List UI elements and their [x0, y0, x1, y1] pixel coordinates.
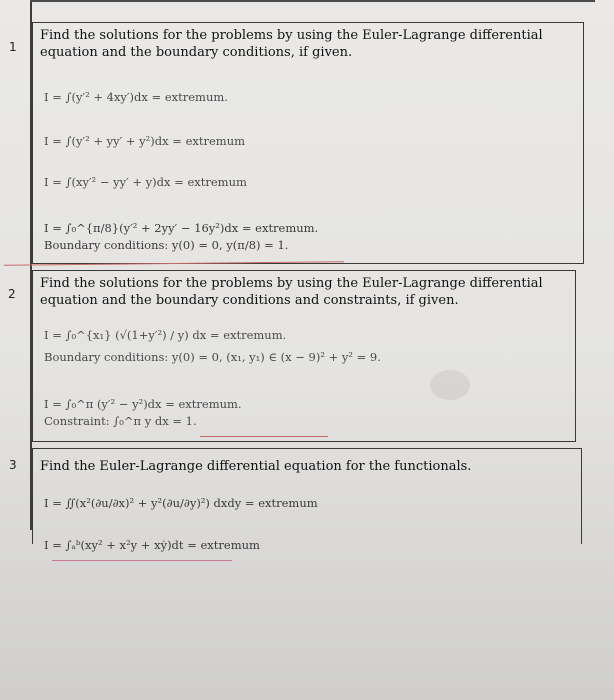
problem-1-number: 1: [9, 40, 17, 54]
problem-1-item-1: I = ∫(y′² + 4xy′)dx = extremum.: [44, 90, 228, 104]
problem-1-item-2: I = ∫(y′² + yy′ + y²)dx = extremum: [44, 134, 246, 148]
problem-2-item-2: I = ∫₀^π (y′² − y²)dx = extremum.: [44, 397, 242, 411]
problem-3-heading: Find the Euler-Lagrange differential equation for the functionals.: [40, 459, 472, 474]
problem-1-boundary: Boundary conditions: y(0) = 0, y(π/8) = 1.: [44, 238, 289, 252]
problem-3-number: 3: [9, 458, 17, 472]
problem-3-item-1: I = ∬(x²(∂u/∂x)² + y²(∂u/∂y)²) dxdy = extremum: [44, 496, 318, 510]
problem-2-constraint: Constraint: ∫₀^π y dx = 1.: [44, 414, 197, 428]
problem-2-item-1: I = ∫₀^{x₁} (√(1+y′²) / y) dx = extremum.: [44, 328, 287, 342]
red-underline-2: [200, 436, 328, 437]
paper-smudge: [430, 370, 470, 400]
problem-2-number: 2: [8, 287, 16, 301]
top-rule: [30, 0, 595, 2]
problem-2-boundary: Boundary conditions: y(0) = 0, (x₁, y₁) ∈ (x − 9)² + y² = 9.: [44, 350, 381, 364]
problem-2-heading: Find the solutions for the problems by using the Euler-Lagrange differential equation and the boundary conditions and constraints, if given.: [40, 276, 543, 308]
pink-underline: [52, 560, 232, 561]
problem-3-item-2: I = ∫ₐᵇ(xy² + x²y + xẏ)dt = extremum: [44, 538, 260, 552]
problem-1-item-4: I = ∫₀^{π/8}(y′² + 2yy′ − 16y²)dx = extremum.: [44, 221, 319, 235]
problem-1-item-3: I = ∫(xy′² − yy′ + y)dx = extremum: [44, 175, 247, 189]
problem-1-heading: Find the solutions for the problems by using the Euler-Lagrange differential equation and the boundary conditions, if given.: [40, 28, 543, 60]
